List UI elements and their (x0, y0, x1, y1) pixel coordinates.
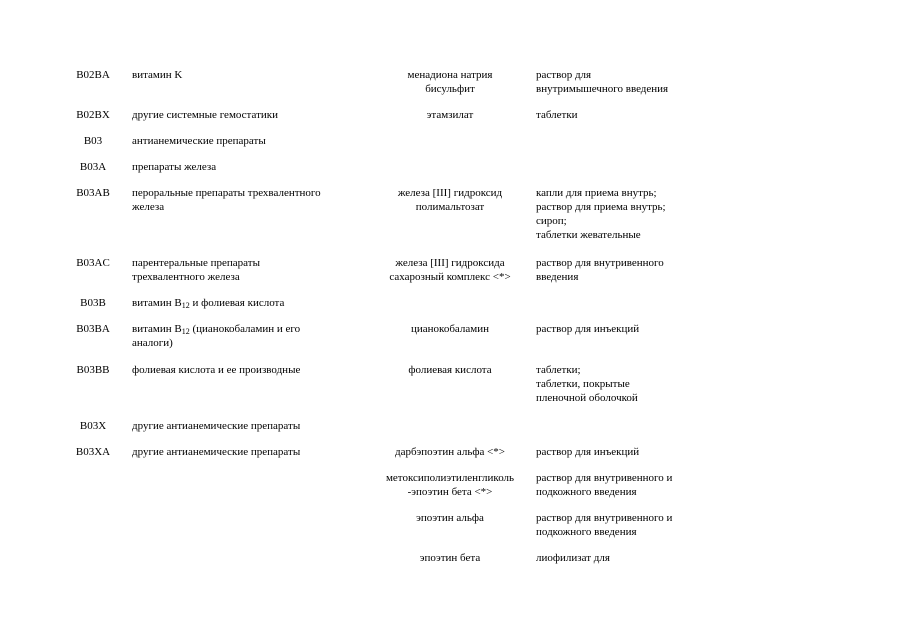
substance: менадиона натрия бисульфит (407, 69, 493, 95)
dosage-form: лиофилизат для (536, 552, 610, 564)
atc-group: пероральные препараты трехвалентного железа (132, 187, 321, 213)
dosage-form: раствор для внутримышечного введения (536, 69, 669, 95)
dosage-form: таблетки; таблетки, покрытые пленочной оболочкой (536, 364, 638, 404)
atc-code: B02BA (76, 69, 110, 81)
atc-group: другие антианемические препараты (132, 446, 301, 458)
dosage-form: раствор для внутривенного и подкожного введения (536, 472, 673, 498)
substance: цианокобаламин (410, 323, 489, 335)
dosage-form: таблетки (536, 109, 578, 121)
atc-group: витамин $B_{12}$ и фолиевая кислота (132, 297, 285, 310)
atc-group: фолиевая кислота и ее производные (132, 364, 301, 376)
substance: дарбэпоэтин альфа <*> (394, 446, 506, 458)
substance: метоксиполиэтиленгликоль -эпоэтин бета <*> (385, 472, 515, 498)
atc-group: парентеральные препараты трехвалентного железа (132, 257, 260, 283)
atc-code: B03B (80, 297, 106, 309)
atc-code: B03BA (76, 323, 110, 335)
substance: этамзилат (426, 109, 474, 121)
dosage-form: капли для приема внутрь; раствор для приема внутрь; сироп; таблетки жевательные (536, 187, 666, 241)
atc-code: B03BB (76, 364, 110, 376)
atc-code: B03 (83, 135, 103, 147)
substance: железа [III] гидроксид полимальтозат (397, 187, 503, 213)
dosage-form: раствор для инъекций (536, 323, 640, 335)
atc-code: B03AB (76, 187, 110, 199)
atc-group: витамин K (132, 69, 183, 81)
dosage-form: раствор для внутривенного введения (536, 257, 664, 283)
atc-group: витамин $B_{12}$ (цианокобаламин и его аналоги) (132, 323, 301, 349)
dosage-form: раствор для внутривенного и подкожного введения (536, 512, 673, 538)
substance: фолиевая кислота (408, 364, 492, 376)
substance: железа [III] гидроксида сахарозный комплекс <*> (389, 257, 511, 283)
atc-code: B03A (79, 161, 107, 173)
atc-group: препараты железа (132, 161, 217, 173)
atc-code: B02BX (76, 109, 110, 121)
atc-group: другие антианемические препараты (132, 420, 301, 432)
dosage-form: раствор для инъекций (536, 446, 640, 458)
atc-code: B03X (79, 420, 107, 432)
substance: эпоэтин бета (419, 552, 481, 564)
atc-group: другие системные гемостатики (132, 109, 279, 121)
atc-group: антианемические препараты (132, 135, 266, 147)
atc-code: B03XA (75, 446, 111, 458)
substance: эпоэтин альфа (416, 512, 484, 524)
atc-code: B03AC (76, 257, 110, 269)
